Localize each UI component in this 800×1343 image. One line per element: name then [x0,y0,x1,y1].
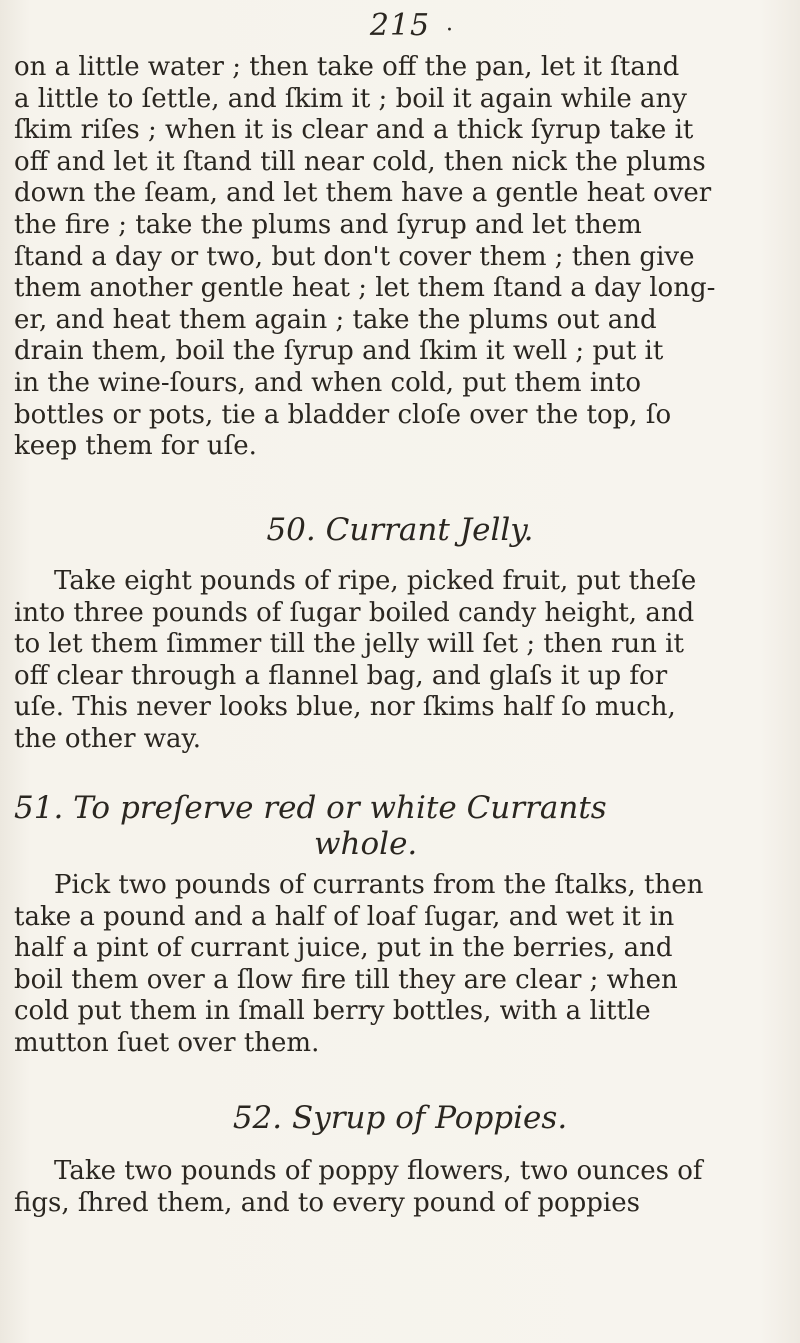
recipe-51-heading [14,790,778,862]
recipe-52-heading: 52. Syrup of Poppies. [232,1100,568,1136]
text-line: off and let it ſtand till near cold, then nick the plums [14,146,706,177]
text-line: in the wine-ſours, and when cold, put them into [14,367,641,398]
text-line: take a pound and a half of loaf ſugar, and wet it in [14,901,675,932]
intro-paragraph [14,52,778,463]
heading-line: 51. To preſerve red or white Currants [14,790,607,826]
recipe-50-heading: 50. Currant Jelly. [266,512,534,548]
text-line: keep them for uſe. [14,431,257,462]
text-line: boil them over a ſlow fire till they are clear ; when [14,964,678,995]
text-line: Pick two pounds of currants from the ſtalks, then [54,870,704,900]
header-dot: · [446,18,453,43]
text-line: to let them ſimmer till the jelly will ſet ; then run it [14,629,684,660]
text-line: drain them, boil the ſyrup and ſkim it well ; put it [14,336,664,367]
text-line: figs, ſhred them, and to every pound of poppies [14,1187,640,1218]
text-line: ſkim riſes ; when it is clear and a thick ſyrup take it [14,115,694,146]
text-line: cold put them in ſmall berry bottles, with a little [14,996,651,1027]
text-line: mutton ſuet over them. [14,1027,320,1058]
text-line: Take two pounds of poppy flowers, two ounces of [54,1156,703,1186]
text-line: bottles or pots, tie a bladder cloſe over the top, ſo [14,399,672,430]
recipe-50-body [14,566,778,756]
text-line: a little to ſettle, and ſkim it ; boil it again while any [14,83,687,114]
text-line: half a pint of currant juice, put in the berries, and [14,933,673,964]
page-number: 215 [369,8,431,43]
text-line: uſe. This never looks blue, nor ſkims half ſo much, [14,692,676,723]
text-line: on a little water ; then take off the pan, let it ſtand [14,52,680,82]
heading-line: whole. [314,826,418,862]
recipe-51-body [14,870,778,1060]
text-line: ſtand a day or two, but don't cover them ; then give [14,241,695,272]
text-line: the other way. [14,723,202,754]
recipe-52-body [14,1156,778,1219]
text-line: the fire ; take the plums and ſyrup and let them [14,209,642,240]
text-line: er, and heat them again ; take the plums out and [14,304,657,335]
text-line: into three pounds of ſugar boiled candy height, and [14,597,695,628]
text-line: down the ſeam, and let them have a gentle heat over [14,178,712,209]
text-line: off clear through a flannel bag, and glaſs it up for [14,660,668,691]
text-line: them another gentle heat ; let them ſtand a day long- [14,273,716,304]
text-line: Take eight pounds of ripe, picked fruit, put theſe [54,566,697,596]
